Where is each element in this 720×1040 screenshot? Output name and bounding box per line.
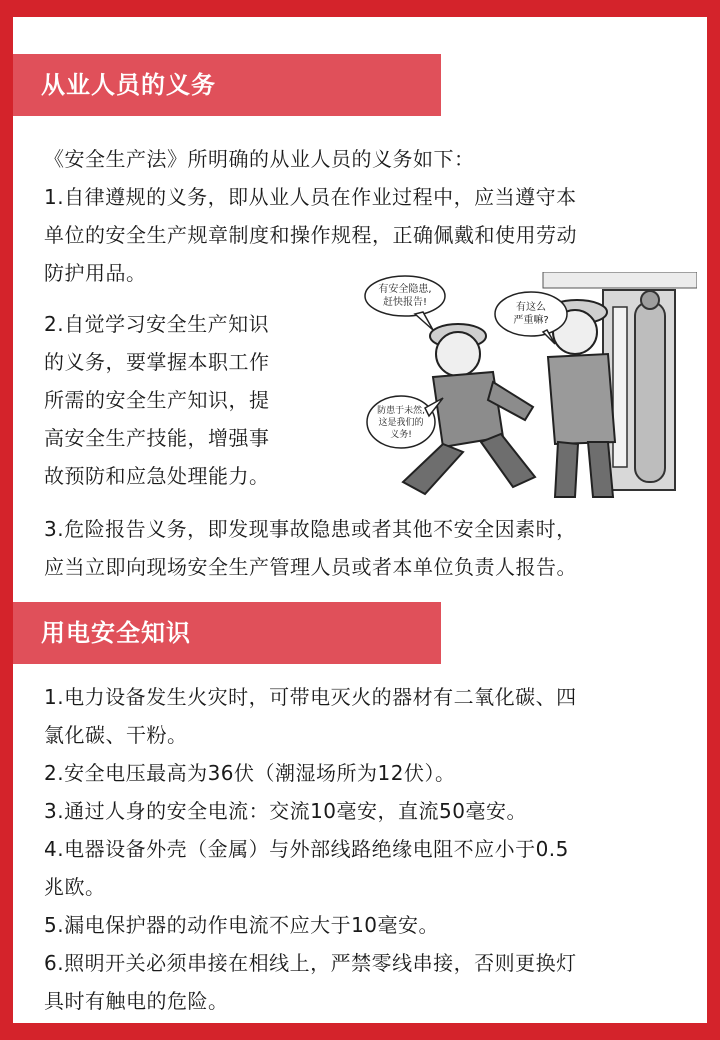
elec-line-7: 5.漏电保护器的动作电流不应大于10毫安。 [44,913,440,937]
elec-line-5: 4.电器设备外壳（金属）与外部线路绝缘电阻不应小于0.5 [44,837,569,861]
item2-line5: 故预防和应急处理能力。 [44,464,270,488]
bubble1-line1: 有安全隐患, [378,284,432,295]
elec-line-6: 兆欧。 [44,875,106,899]
item1-line3: 防护用品。 [44,261,147,285]
item2-line1: 2.自觉学习安全生产知识 [44,312,270,336]
item2-line2: 的义务，要掌握本职工作 [44,350,270,374]
item2-line4: 高安全生产技能，增强事 [44,426,270,450]
bubble3-line1: 防患于未然, [377,406,425,416]
elec-line-2: 氯化碳、干粉。 [44,723,188,747]
bubble2-line1: 有这么 [516,302,546,313]
section-title-electrical-safety: 用电安全知识 [13,602,441,664]
intro-text: 《安全生产法》所明确的从业人员的义务如下： [44,147,475,171]
item1-line1: 1.自律遵规的义务，即从业人员在作业过程中，应当遵守本 [44,185,577,209]
item1-line2: 单位的安全生产规章制度和操作规程，正确佩戴和使用劳动 [44,223,577,247]
elec-line-8: 6.照明开关必须串接在相线上，严禁零线串接，否则更换灯 [44,951,577,975]
elec-line-4: 3.通过人身的安全电流：交流10毫安，直流50毫安。 [44,799,527,823]
elec-line-1: 1.电力设备发生火灾时，可带电灭火的器材有二氧化碳、四 [44,685,577,709]
content-page [13,17,707,1023]
item3-line1: 3.危险报告义务，即发现事故隐患或者其他不安全因素时， [44,517,577,541]
item3-line2: 应当立即向现场安全生产管理人员或者本单位负责人报告。 [44,555,577,579]
item2-line3: 所需的安全生产知识，提 [44,388,270,412]
bubble2-line2: 严重嘛? [513,315,549,326]
bubble3-line2: 这是我们的 [378,418,424,428]
elec-line-3: 2.安全电压最高为36伏（潮湿场所为12伏）。 [44,761,456,785]
safety-comic-illustration [363,272,697,512]
elec-line-9: 具时有触电的危险。 [44,989,229,1013]
section-title-obligations: 从业人员的义务 [13,54,441,116]
bubble3-line3: 义务! [390,430,412,440]
bubble1-line2: 赶快报告! [382,297,428,308]
